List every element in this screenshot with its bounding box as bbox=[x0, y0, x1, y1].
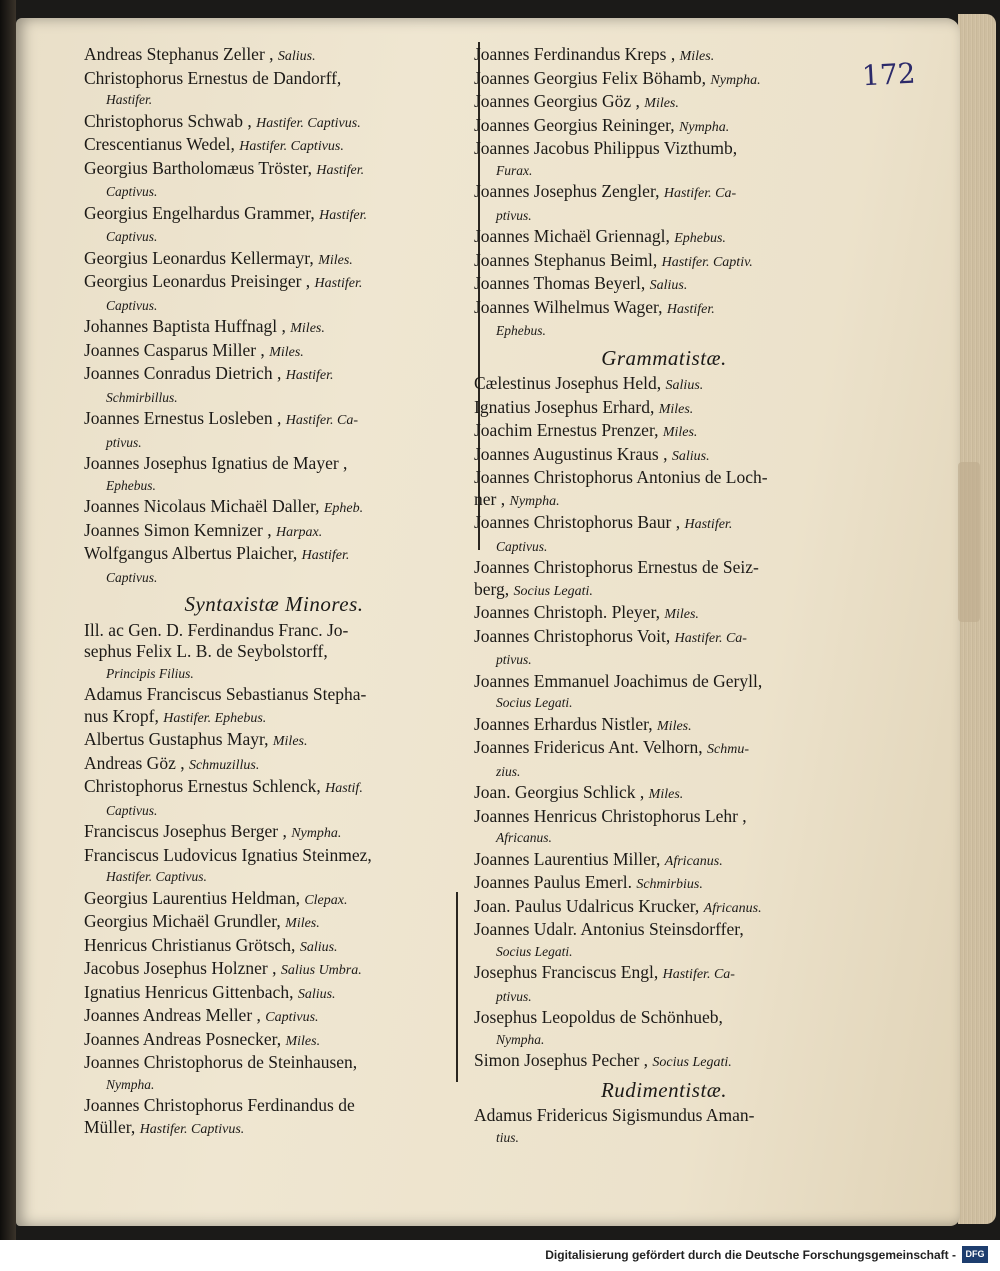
roster-entry bbox=[84, 203, 464, 227]
entry-continuation: Principis Filius. bbox=[106, 665, 194, 681]
roster-entry bbox=[474, 602, 854, 626]
student-name: Josephus Franciscus Engl, bbox=[474, 962, 659, 982]
roster-entry bbox=[84, 543, 464, 567]
student-name: Christophorus Schwab , bbox=[84, 110, 252, 131]
student-name: Joannes Georgius Göz , bbox=[474, 91, 640, 111]
entry-continuation: Captivus. bbox=[106, 229, 158, 244]
roster-entry bbox=[84, 684, 464, 706]
student-role: Schmirbius. bbox=[636, 877, 703, 892]
roster-entry bbox=[474, 489, 854, 513]
student-name: Simon Josephus Pecher , bbox=[474, 1050, 649, 1070]
entry-continuation: Ephebus. bbox=[106, 477, 156, 493]
student-name: Joannes Christophorus Ferdinandus de bbox=[84, 1095, 355, 1115]
student-name: Joannes Laurentius Miller, bbox=[474, 848, 661, 869]
roster-entry bbox=[84, 496, 464, 520]
roster-entry bbox=[84, 911, 464, 935]
student-role: Hastifer. bbox=[314, 276, 363, 291]
roster-entry bbox=[84, 44, 464, 68]
student-role: Miles. bbox=[269, 344, 304, 360]
left-column bbox=[84, 44, 464, 1140]
roster-entry bbox=[474, 91, 854, 115]
student-name: Joannes Jacobus Philippus Vizthumb, bbox=[474, 138, 738, 158]
student-name: Georgius Laurentius Heldman, bbox=[84, 887, 300, 908]
student-name: Ill. ac Gen. D. Ferdinandus Franc. Jo- bbox=[84, 619, 349, 640]
student-role: Hastifer. bbox=[301, 548, 350, 563]
student-name: Christophorus Ernestus de Dandorff, bbox=[84, 67, 342, 88]
roster-entry bbox=[84, 821, 464, 845]
entry-continuation: ptivus. bbox=[496, 207, 532, 223]
student-role: Salius. bbox=[297, 986, 336, 1002]
student-role: Hastifer. Captiv. bbox=[661, 254, 753, 270]
roster-entry bbox=[474, 138, 854, 160]
roster-entry bbox=[474, 557, 854, 579]
student-name: Joan. Georgius Schlick , bbox=[474, 782, 645, 802]
student-role: Hastifer. Ca- bbox=[285, 413, 359, 428]
footer-text: Digitalisierung gefördert durch die Deutsche Forschungsgemeinschaft - bbox=[545, 1248, 956, 1262]
roster-entry bbox=[474, 896, 854, 920]
roster-entry bbox=[84, 453, 464, 475]
dfg-logo: DFG bbox=[962, 1246, 988, 1263]
student-role: Salius. bbox=[665, 378, 704, 393]
student-role: Salius. bbox=[299, 939, 338, 955]
student-role: Schmuzillus. bbox=[188, 757, 260, 773]
student-name: Joannes Emmanuel Joachimus de Geryll, bbox=[474, 670, 763, 691]
student-role: Miles. bbox=[657, 718, 692, 734]
student-name: Joannes Christophorus de Steinhausen, bbox=[84, 1052, 358, 1072]
student-role: Miles. bbox=[658, 401, 694, 417]
roster-entry bbox=[84, 68, 464, 90]
roster-entry bbox=[474, 962, 854, 986]
roster-entry bbox=[84, 935, 464, 959]
student-name: Albertus Gustaphus Mayr, bbox=[84, 729, 269, 749]
roster-entry bbox=[474, 373, 854, 397]
roster-entry bbox=[474, 737, 854, 761]
roster-entry bbox=[84, 248, 464, 272]
student-name: Joannes Wilhelmus Wager, bbox=[474, 296, 663, 317]
student-role: Hastifer. Ca- bbox=[674, 630, 747, 646]
roster-entry bbox=[474, 714, 854, 738]
roster-entry bbox=[474, 273, 854, 297]
student-name: Joan. Paulus Udalricus Krucker, bbox=[474, 895, 700, 916]
entry-continuation: Captivus. bbox=[496, 538, 548, 554]
roster-entry bbox=[474, 1007, 854, 1029]
roster-entry bbox=[84, 316, 464, 340]
entry-continuation: Socius Legati. bbox=[496, 695, 573, 710]
entry-continuation: Furax. bbox=[496, 162, 533, 178]
student-name: Joannes Fridericus Ant. Velhorn, bbox=[474, 737, 703, 757]
student-role: Epheb. bbox=[323, 501, 364, 516]
roster-entry bbox=[84, 982, 464, 1006]
student-name: Georgius Leonardus Kellermayr, bbox=[84, 247, 314, 268]
student-name: Joannes Stephanus Beiml, bbox=[474, 249, 658, 270]
student-role: Miles. bbox=[648, 787, 684, 802]
entry-continuation: ptivus. bbox=[496, 652, 532, 667]
student-name: Cælestinus Josephus Held, bbox=[474, 373, 662, 393]
roster-entry bbox=[84, 845, 464, 867]
roster-entry bbox=[474, 1050, 854, 1074]
student-role: Salius. bbox=[649, 278, 688, 293]
section-heading: Grammatistæ. bbox=[601, 345, 727, 370]
student-name: Joannes Josephus Zengler, bbox=[474, 181, 660, 201]
student-name: sephus Felix L. B. de Seybolstorff, bbox=[84, 641, 328, 661]
entry-continuation: Nympha. bbox=[496, 1031, 545, 1047]
student-name: Joannes Christoph. Pleyer, bbox=[474, 602, 660, 622]
student-role: Africanus. bbox=[703, 900, 762, 916]
entry-continuation: tius. bbox=[496, 1129, 519, 1145]
student-role: Captivus. bbox=[265, 1010, 319, 1025]
student-name: Joannes Ernestus Losleben , bbox=[84, 408, 282, 428]
entry-continuation: ptivus. bbox=[106, 434, 142, 450]
student-name: Joannes Nicolaus Michaël Daller, bbox=[84, 496, 320, 516]
roster-entry bbox=[84, 706, 464, 730]
student-role: Africanus. bbox=[664, 853, 723, 869]
student-role: Ephebus. bbox=[674, 231, 726, 246]
section-heading: Syntaxistæ Minores. bbox=[184, 592, 364, 616]
student-role: Hastifer. bbox=[684, 517, 733, 532]
student-role: Miles. bbox=[644, 96, 679, 111]
roster-entry bbox=[84, 1117, 464, 1141]
roster-entry bbox=[84, 363, 464, 387]
roster-entry bbox=[84, 271, 464, 295]
student-name: Georgius Leonardus Preisinger , bbox=[84, 271, 311, 291]
student-name: Georgius Bartholomæus Tröster, bbox=[84, 157, 312, 178]
student-name: Joachim Ernestus Prenzer, bbox=[474, 420, 659, 440]
roster-entry bbox=[84, 958, 464, 982]
roster-entry bbox=[474, 297, 854, 321]
student-name: Joannes Andreas Posnecker, bbox=[84, 1028, 282, 1049]
student-role: Salius. bbox=[671, 448, 710, 464]
student-role: Salius. bbox=[277, 49, 316, 64]
roster-entry bbox=[84, 1095, 464, 1117]
student-name: Adamus Fridericus Sigismundus Aman- bbox=[474, 1105, 755, 1125]
student-role: Hastifer. Captivus. bbox=[139, 1121, 245, 1137]
roster-entry bbox=[84, 641, 464, 663]
student-role: Miles. bbox=[272, 734, 308, 749]
student-role: Salius Umbra. bbox=[280, 963, 362, 978]
student-name: Joannes Michaël Griennagl, bbox=[474, 226, 670, 246]
student-role: Nympha. bbox=[710, 72, 761, 88]
roster-entry bbox=[84, 1029, 464, 1053]
student-name: Joannes Georgius Reininger, bbox=[474, 114, 675, 135]
student-role: Miles. bbox=[318, 252, 353, 268]
right-column bbox=[474, 44, 854, 1148]
entry-continuation: Captivus. bbox=[106, 802, 158, 818]
student-role: Hastifer. Ephebus. bbox=[163, 710, 267, 726]
roster-entry bbox=[474, 44, 854, 68]
student-role: Hastifer. bbox=[285, 368, 334, 383]
roster-entry bbox=[84, 158, 464, 182]
student-role: Hastifer. bbox=[666, 301, 715, 317]
student-role: Harpax. bbox=[275, 524, 323, 540]
student-name: Franciscus Ludovicus Ignatius Steinmez, bbox=[84, 844, 372, 865]
student-name: Crescentianus Wedel, bbox=[84, 134, 235, 154]
student-role: Clepax. bbox=[304, 892, 348, 908]
student-name: Joannes Augustinus Kraus , bbox=[474, 443, 668, 464]
student-name: Joannes Conradus Dietrich , bbox=[84, 363, 282, 383]
roster-entry bbox=[474, 872, 854, 896]
roster-entry bbox=[474, 467, 854, 489]
roster-entry bbox=[474, 512, 854, 536]
footer-bar bbox=[0, 1240, 1000, 1271]
roster-entry bbox=[84, 1052, 464, 1074]
student-name: Christophorus Ernestus Schlenck, bbox=[84, 776, 321, 796]
roster-entry bbox=[474, 250, 854, 274]
student-name: Joannes Casparus Miller , bbox=[84, 339, 265, 360]
student-role: Schmu- bbox=[707, 742, 749, 757]
student-name: Joannes Erhardus Nistler, bbox=[474, 713, 653, 734]
roster-entry bbox=[474, 1105, 854, 1127]
student-name: Joannes Henricus Christophorus Lehr , bbox=[474, 805, 747, 826]
entry-continuation: Schmirbillus. bbox=[106, 389, 178, 405]
roster-entry bbox=[474, 181, 854, 205]
roster-entry bbox=[84, 888, 464, 912]
student-name: berg, bbox=[474, 578, 510, 599]
entry-continuation: Captivus. bbox=[106, 184, 158, 199]
entry-continuation: ptivus. bbox=[496, 988, 532, 1004]
roster-entry bbox=[84, 776, 464, 800]
roster-entry bbox=[84, 134, 464, 158]
roster-entry bbox=[84, 753, 464, 777]
student-name: Wolfgangus Albertus Plaicher, bbox=[84, 543, 298, 563]
student-role: Miles. bbox=[664, 607, 699, 622]
roster-entry bbox=[474, 849, 854, 873]
student-role: Socius Legati. bbox=[652, 1055, 732, 1070]
student-name: Georgius Engelhardus Grammer, bbox=[84, 202, 315, 223]
student-name: Jacobus Josephus Holzner , bbox=[84, 958, 277, 978]
page-tab bbox=[958, 462, 980, 622]
roster-entry bbox=[84, 340, 464, 364]
student-name: Ignatius Josephus Erhard, bbox=[474, 396, 655, 417]
student-name: Andreas Göz , bbox=[84, 752, 185, 773]
student-name: Josephus Leopoldus de Schönhueb, bbox=[474, 1007, 723, 1027]
student-name: Joannes Josephus Ignatius de Mayer , bbox=[84, 453, 348, 473]
student-name: Ignatius Henricus Gittenbach, bbox=[84, 981, 294, 1002]
entry-continuation: Africanus. bbox=[496, 830, 552, 845]
entry-continuation: Hastifer. Captivus. bbox=[106, 869, 207, 884]
entry-continuation: Captivus. bbox=[106, 569, 158, 585]
roster-entry bbox=[84, 1005, 464, 1029]
student-role: Hastifer. Ca- bbox=[663, 186, 737, 201]
page-number: 172 bbox=[861, 56, 917, 93]
student-role: Hastifer. Captivus. bbox=[239, 139, 344, 154]
roster-entry bbox=[84, 729, 464, 753]
entry-continuation: Ephebus. bbox=[496, 323, 546, 338]
student-name: Joannes Georgius Felix Böhamb, bbox=[474, 67, 707, 88]
student-name: Johannes Baptista Huffnagl , bbox=[84, 316, 286, 336]
section-heading: Rudimentistæ. bbox=[600, 1077, 728, 1102]
roster-entry bbox=[84, 408, 464, 432]
student-role: Miles. bbox=[290, 321, 325, 336]
student-role: Socius Legati. bbox=[513, 583, 593, 599]
roster-entry bbox=[474, 782, 854, 806]
student-role: Nympha. bbox=[291, 826, 342, 841]
student-role: Hastifer. bbox=[316, 162, 365, 178]
student-name: Andreas Stephanus Zeller , bbox=[84, 44, 274, 64]
student-name: Georgius Michaël Grundler, bbox=[84, 911, 281, 931]
student-name: Joannes Andreas Meller , bbox=[84, 1005, 261, 1025]
student-role: Miles. bbox=[285, 1033, 321, 1049]
student-role: Miles. bbox=[285, 916, 320, 931]
student-name: Joannes Christophorus Ernestus de Seiz- bbox=[474, 557, 759, 577]
student-name: Henricus Christianus Grötsch, bbox=[84, 934, 296, 955]
student-name: Franciscus Josephus Berger , bbox=[84, 821, 287, 841]
entry-continuation: Nympha. bbox=[106, 1076, 155, 1092]
roster-entry bbox=[474, 115, 854, 139]
student-role: Hastifer. Captivus. bbox=[256, 115, 361, 131]
student-name: Müller, bbox=[84, 1116, 136, 1137]
student-role: Miles. bbox=[662, 425, 698, 440]
entry-continuation: Captivus. bbox=[106, 297, 158, 313]
student-role: Hastifer. Ca- bbox=[662, 967, 735, 982]
roster-entry bbox=[474, 397, 854, 421]
student-name: ner , bbox=[474, 488, 506, 509]
roster-entry bbox=[474, 420, 854, 444]
entry-continuation: Socius Legati. bbox=[496, 943, 573, 959]
roster-entry bbox=[474, 68, 854, 92]
student-name: Adamus Franciscus Sebastianus Stepha- bbox=[84, 684, 367, 704]
roster-entry bbox=[474, 626, 854, 650]
roster-entry bbox=[474, 806, 854, 828]
student-name: Joannes Simon Kemnizer , bbox=[84, 519, 272, 540]
roster-entry bbox=[84, 520, 464, 544]
roster-entry bbox=[474, 579, 854, 603]
entry-continuation: zius. bbox=[496, 763, 521, 779]
student-name: Joannes Thomas Beyerl, bbox=[474, 273, 646, 293]
student-name: Joannes Christophorus Voit, bbox=[474, 625, 671, 646]
roster-entry bbox=[84, 620, 464, 642]
entry-continuation: Hastifer. bbox=[106, 92, 153, 107]
student-role: Nympha. bbox=[509, 493, 560, 509]
student-role: Nympha. bbox=[679, 119, 730, 135]
student-name: nus Kropf, bbox=[84, 705, 159, 726]
student-role: Miles. bbox=[679, 49, 715, 64]
student-role: Hastif. bbox=[325, 781, 363, 796]
student-role: Hastifer. bbox=[319, 207, 368, 223]
student-name: Joannes Christophorus Antonius de Loch- bbox=[474, 467, 768, 487]
student-name: Joannes Paulus Emerl. bbox=[474, 872, 632, 892]
roster-entry bbox=[474, 671, 854, 693]
roster-entry bbox=[474, 226, 854, 250]
roster-entry bbox=[474, 919, 854, 941]
roster-entry bbox=[474, 444, 854, 468]
student-name: Joannes Christophorus Baur , bbox=[474, 512, 681, 532]
roster-entry bbox=[84, 111, 464, 135]
book-gutter bbox=[0, 0, 16, 1271]
student-name: Joannes Udalr. Antonius Steinsdorffer, bbox=[474, 919, 744, 939]
student-name: Joannes Ferdinandus Kreps , bbox=[474, 44, 676, 64]
